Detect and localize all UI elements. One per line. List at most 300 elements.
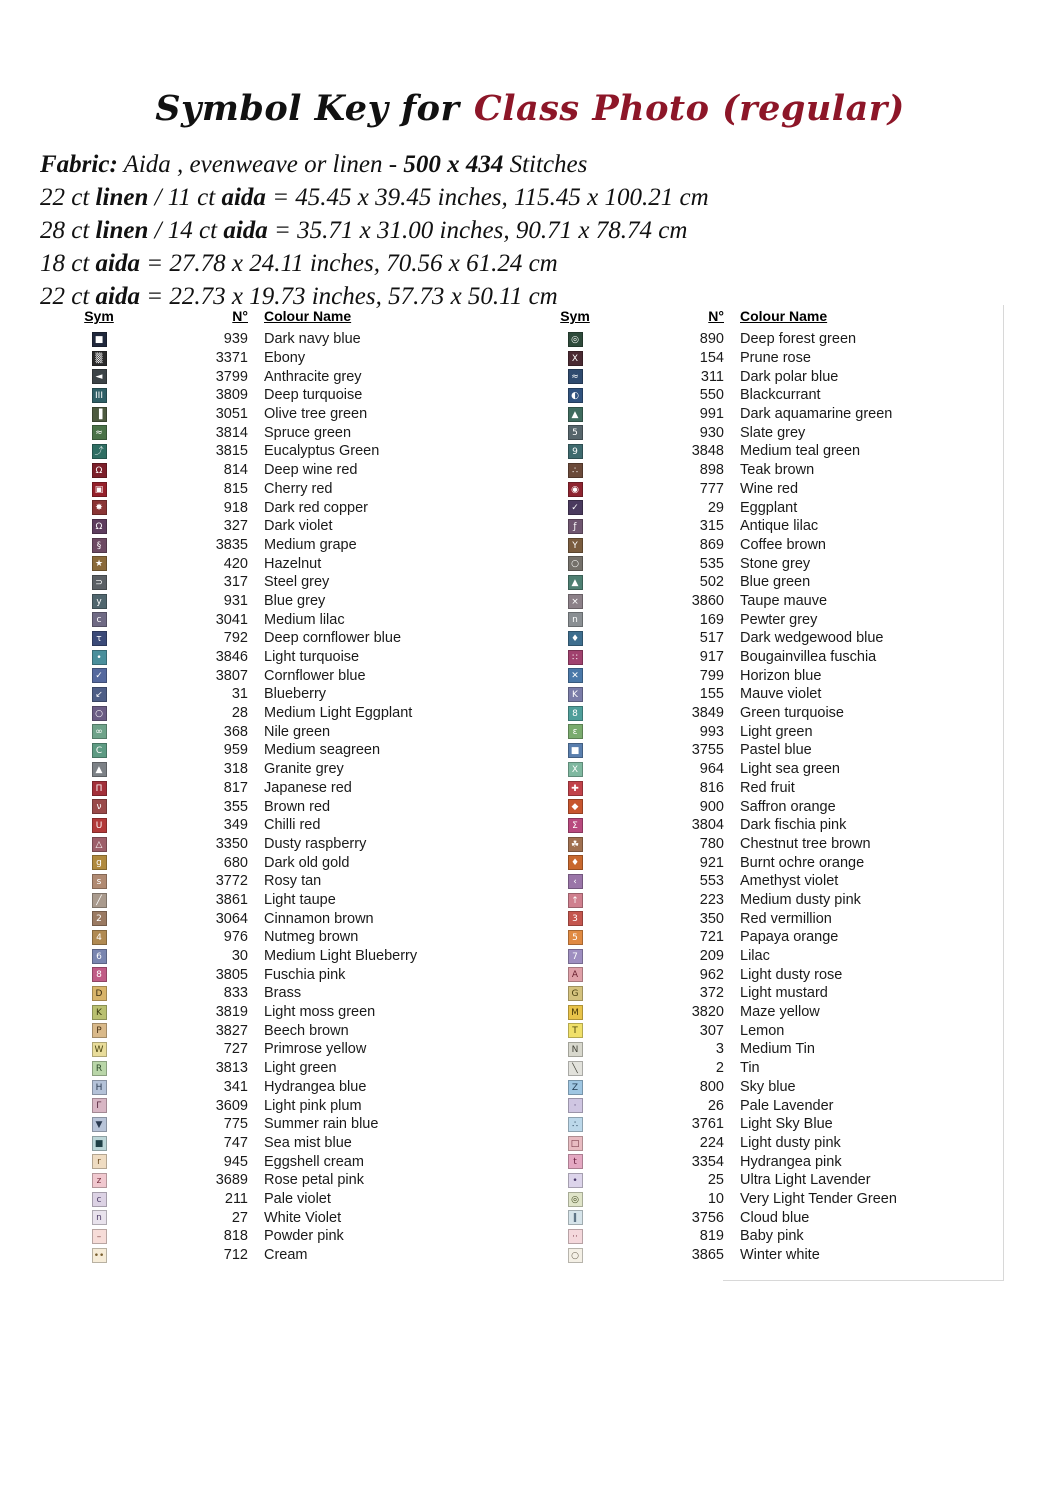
symbol-swatch-icon: τ — [92, 631, 107, 646]
colour-name: Eucalyptus Green — [264, 443, 380, 460]
colour-name: Deep wine red — [264, 462, 358, 479]
line3-fabric-b: aida — [223, 217, 268, 244]
colour-swatch-cell — [558, 685, 592, 704]
thread-number: 814 — [223, 462, 248, 479]
line2-dimensions: = 45.45 x 39.45 inches, 115.45 x 100.21 cm — [272, 184, 709, 211]
symbol-swatch-icon: Π — [92, 781, 107, 796]
thread-number: 721 — [699, 929, 724, 946]
colour-name: Japanese red — [264, 779, 352, 796]
colour-name: Light green — [264, 1060, 337, 1077]
table-row — [82, 423, 554, 442]
thread-number: 341 — [223, 1078, 248, 1095]
table-row — [558, 461, 1030, 480]
colour-swatch-cell — [82, 965, 116, 984]
symbol-swatch-icon: ★ — [92, 556, 107, 571]
thread-number: 209 — [699, 948, 724, 965]
symbol-swatch-icon: t — [568, 1154, 583, 1169]
colour-name: Steel grey — [264, 574, 330, 591]
table-row — [558, 1096, 1030, 1115]
colour-name: Dark red copper — [264, 499, 368, 516]
colour-swatch-cell — [558, 573, 592, 592]
table-row — [558, 1003, 1030, 1022]
colour-name: Light turquoise — [264, 649, 360, 666]
thread-number: 780 — [699, 835, 724, 852]
line2-count-b: / 11 ct — [154, 184, 216, 211]
symbol-swatch-icon: ▼ — [92, 1117, 107, 1132]
colour-swatch-cell — [558, 835, 592, 854]
symbol-swatch-icon: g — [92, 855, 107, 870]
colour-name: Mauve violet — [740, 686, 822, 703]
colour-name: Medium Tin — [740, 1041, 815, 1058]
symbol-swatch-icon: – — [92, 1229, 107, 1244]
colour-name: Primrose yellow — [264, 1041, 367, 1058]
colour-swatch-cell — [558, 1096, 592, 1115]
colour-name: Pale Lavender — [740, 1097, 834, 1114]
table-row — [82, 965, 554, 984]
table-row — [558, 984, 1030, 1003]
symbol-swatch-icon: G — [568, 986, 583, 1001]
symbol-swatch-icon: ✕ — [568, 668, 583, 683]
colour-name: Brown red — [264, 798, 331, 815]
colour-swatch-cell — [82, 480, 116, 499]
colour-name: Hydrangea blue — [264, 1078, 367, 1095]
table-row — [82, 1078, 554, 1097]
thread-number: 317 — [223, 574, 248, 591]
symbol-swatch-icon: ▐ — [92, 407, 107, 422]
symbol-swatch-icon: 5 — [568, 425, 583, 440]
colour-name: Amethyst violet — [740, 873, 839, 890]
colour-swatch-cell — [558, 1246, 592, 1265]
colour-swatch-cell — [558, 592, 592, 611]
table-row — [558, 666, 1030, 685]
colour-swatch-cell — [82, 517, 116, 536]
table-row — [558, 629, 1030, 648]
colour-name: Cream — [264, 1247, 308, 1264]
colour-name: Nile green — [264, 723, 331, 740]
colour-swatch-cell — [558, 386, 592, 405]
colour-swatch-cell — [82, 704, 116, 723]
colour-name: Spruce green — [264, 424, 352, 441]
symbol-swatch-icon: ■ — [92, 332, 107, 347]
thread-number: 26 — [707, 1097, 724, 1114]
symbol-swatch-icon: ✓ — [92, 668, 107, 683]
colour-swatch-cell — [82, 1208, 116, 1227]
line2-fabric-a: linen — [95, 184, 149, 211]
colour-name: Deep cornflower blue — [264, 630, 402, 647]
colour-name: Blue green — [740, 574, 811, 591]
thread-number: 3772 — [215, 873, 248, 890]
table-row — [558, 928, 1030, 947]
colour-swatch-cell — [558, 741, 592, 760]
symbol-swatch-icon: U — [92, 818, 107, 833]
table-row — [82, 592, 554, 611]
table-row — [82, 704, 554, 723]
colour-swatch-cell — [82, 797, 116, 816]
thread-number: 819 — [699, 1228, 724, 1245]
colour-name: Ultra Light Lavender — [740, 1172, 871, 1189]
colour-swatch-cell — [558, 330, 592, 349]
thread-number: 3819 — [215, 1004, 248, 1021]
table-row — [558, 704, 1030, 723]
thread-number: 712 — [223, 1247, 248, 1264]
thread-number: 315 — [699, 518, 724, 535]
colour-name: Medium dusty pink — [740, 891, 861, 908]
colour-name: Saffron orange — [740, 798, 836, 815]
colour-swatch-cell — [558, 928, 592, 947]
colour-name: Cornflower blue — [264, 667, 366, 684]
colour-swatch-cell — [82, 461, 116, 480]
symbol-swatch-icon: Y — [568, 538, 583, 553]
colour-name: Coffee brown — [740, 536, 826, 553]
table-row — [82, 629, 554, 648]
line4-count: 18 ct — [40, 250, 90, 277]
symbol-swatch-icon: III — [92, 388, 107, 403]
thread-number: 535 — [699, 555, 724, 572]
thread-number: 900 — [699, 798, 724, 815]
colour-swatch-cell — [558, 498, 592, 517]
symbol-swatch-icon: ╲ — [568, 1061, 583, 1076]
thread-number: 792 — [223, 630, 248, 647]
header-sym: Sym — [560, 308, 590, 324]
line5-dimensions: = 22.73 x 19.73 inches, 57.73 x 50.11 cm — [146, 283, 558, 310]
symbol-swatch-icon: ✓ — [568, 500, 583, 515]
colour-swatch-cell — [82, 573, 116, 592]
thread-number: 993 — [699, 723, 724, 740]
thread-number: 224 — [699, 1134, 724, 1151]
symbol-swatch-icon: ·· — [568, 1229, 583, 1244]
colour-name: Light dusty rose — [740, 966, 843, 983]
colour-swatch-cell — [82, 1078, 116, 1097]
symbol-swatch-icon: ◎ — [568, 1192, 583, 1207]
table-row — [558, 853, 1030, 872]
symbol-swatch-icon: ▲ — [92, 762, 107, 777]
symbol-swatch-icon: Ω — [92, 519, 107, 534]
colour-name: Sea mist blue — [264, 1134, 352, 1151]
table-header-row — [558, 308, 1030, 330]
table-row — [558, 816, 1030, 835]
symbol-table-left — [82, 308, 554, 1264]
colour-swatch-cell — [82, 330, 116, 349]
thread-number: 962 — [699, 966, 724, 983]
thread-number: 945 — [223, 1153, 248, 1170]
symbol-swatch-icon: Z — [568, 1080, 583, 1095]
line5-count: 22 ct — [40, 283, 90, 310]
colour-swatch-cell — [558, 909, 592, 928]
thread-number: 327 — [223, 518, 248, 535]
table-row — [82, 1190, 554, 1209]
colour-name: Brass — [264, 985, 302, 1002]
thread-number: 223 — [699, 891, 724, 908]
thread-number: 939 — [223, 331, 248, 348]
thread-number: 3354 — [691, 1153, 724, 1170]
fabric-line-4 — [40, 247, 1020, 280]
symbol-swatch-icon: M — [568, 1005, 583, 1020]
table-row — [558, 797, 1030, 816]
thread-number: 3814 — [215, 424, 248, 441]
thread-number: 976 — [223, 929, 248, 946]
colour-name: Eggplant — [740, 499, 798, 516]
colour-swatch-cell — [82, 349, 116, 368]
colour-swatch-cell — [558, 610, 592, 629]
symbol-swatch-icon: c — [92, 1192, 107, 1207]
table-row — [558, 965, 1030, 984]
thread-number: 833 — [223, 985, 248, 1002]
thread-number: 502 — [699, 574, 724, 591]
table-row — [82, 1059, 554, 1078]
colour-name: Medium seagreen — [264, 742, 381, 759]
table-row — [82, 480, 554, 499]
table-row — [558, 722, 1030, 741]
thread-number: 30 — [231, 948, 248, 965]
table-row — [558, 610, 1030, 629]
fabric-line-2 — [40, 181, 1020, 214]
thread-number: 3805 — [215, 966, 248, 983]
colour-swatch-cell — [82, 1171, 116, 1190]
table-header-row — [82, 308, 554, 330]
thread-number: 3371 — [215, 350, 248, 367]
symbol-swatch-icon: ∷ — [568, 650, 583, 665]
table-row — [558, 1152, 1030, 1171]
symbol-swatch-icon: c — [92, 612, 107, 627]
colour-name: Light moss green — [264, 1004, 376, 1021]
symbol-swatch-icon: ◆ — [568, 799, 583, 814]
symbol-swatch-icon: P — [92, 1023, 107, 1038]
colour-swatch-cell — [558, 648, 592, 667]
colour-swatch-cell — [82, 1190, 116, 1209]
table-row — [82, 1003, 554, 1022]
colour-name: Cinnamon brown — [264, 910, 374, 927]
symbol-swatch-icon: ♦ — [568, 631, 583, 646]
table-row — [82, 1152, 554, 1171]
table-row — [82, 984, 554, 1003]
table-row — [82, 685, 554, 704]
thread-number: 169 — [699, 611, 724, 628]
symbol-swatch-icon: △ — [92, 837, 107, 852]
colour-name: Cloud blue — [740, 1209, 810, 1226]
symbol-swatch-icon: K — [92, 1005, 107, 1020]
table-row — [82, 779, 554, 798]
table-row — [82, 1246, 554, 1265]
colour-name: Ebony — [264, 350, 306, 367]
table-row — [82, 1115, 554, 1134]
table-row — [82, 386, 554, 405]
symbol-swatch-icon: Г — [92, 1098, 107, 1113]
table-row — [558, 554, 1030, 573]
symbol-swatch-icon: ∴ — [568, 1117, 583, 1132]
thread-number: 3860 — [691, 592, 724, 609]
colour-name: Green turquoise — [740, 705, 844, 722]
symbol-swatch-icon: ◉ — [568, 482, 583, 497]
thread-number: 550 — [699, 387, 724, 404]
thread-number: 420 — [223, 555, 248, 572]
thread-number: 964 — [699, 761, 724, 778]
colour-swatch-cell — [558, 629, 592, 648]
line4-fabric: aida — [95, 250, 140, 277]
symbol-swatch-icon: C — [92, 743, 107, 758]
line2-fabric-b: aida — [221, 184, 266, 211]
colour-name: Tin — [740, 1060, 760, 1077]
thread-number: 3865 — [691, 1247, 724, 1264]
page-title-prefix: Symbol Key for — [155, 88, 460, 129]
table-row — [558, 760, 1030, 779]
table-row — [558, 741, 1030, 760]
thread-number: 3849 — [691, 705, 724, 722]
symbol-swatch-icon: ♦ — [568, 855, 583, 870]
colour-swatch-cell — [82, 816, 116, 835]
colour-swatch-cell — [82, 685, 116, 704]
line4-dimensions: = 27.78 x 24.11 inches, 70.56 x 61.24 cm — [146, 250, 558, 277]
symbol-swatch-icon: · — [568, 1098, 583, 1113]
table-row — [82, 330, 554, 349]
page-title — [0, 88, 1060, 129]
thread-number: 372 — [699, 985, 724, 1002]
colour-name: Maze yellow — [740, 1004, 820, 1021]
table-row — [558, 648, 1030, 667]
colour-name: Light taupe — [264, 891, 336, 908]
thread-number: 777 — [699, 480, 724, 497]
symbol-swatch-icon: n — [92, 1210, 107, 1225]
thread-number: 918 — [223, 499, 248, 516]
symbol-swatch-icon: 8 — [92, 967, 107, 982]
colour-name: Light Sky Blue — [740, 1116, 833, 1133]
colour-swatch-cell — [558, 704, 592, 723]
table-row — [558, 1171, 1030, 1190]
colour-swatch-cell — [82, 947, 116, 966]
colour-swatch-cell — [82, 928, 116, 947]
thread-number: 800 — [699, 1078, 724, 1095]
table-row — [82, 461, 554, 480]
colour-swatch-cell — [82, 779, 116, 798]
thread-number: 3689 — [215, 1172, 248, 1189]
table-row — [558, 349, 1030, 368]
colour-swatch-cell — [82, 1021, 116, 1040]
colour-name: Bougainvillea fuschia — [740, 649, 877, 666]
colour-swatch-cell — [82, 386, 116, 405]
table-row — [82, 1171, 554, 1190]
colour-name: Light sea green — [740, 761, 840, 778]
table-row — [82, 1021, 554, 1040]
header-sym: Sym — [84, 308, 114, 324]
symbol-swatch-icon: ○ — [568, 556, 583, 571]
thread-number: 368 — [223, 723, 248, 740]
table-row — [558, 330, 1030, 349]
colour-name: Deep turquoise — [264, 387, 363, 404]
symbol-swatch-icon: ■ — [568, 743, 583, 758]
page-border-horizontal — [723, 1280, 1004, 1281]
table-row — [558, 891, 1030, 910]
thread-number: 917 — [699, 649, 724, 666]
colour-name: Deep forest green — [740, 331, 857, 348]
thread-number: 3809 — [215, 387, 248, 404]
colour-name: Chestnut tree brown — [740, 835, 871, 852]
colour-name: Very Light Tender Green — [740, 1190, 897, 1207]
colour-name: Teak brown — [740, 462, 815, 479]
colour-name: Prune rose — [740, 350, 811, 367]
thread-number: 28 — [231, 705, 248, 722]
colour-swatch-cell — [558, 1227, 592, 1246]
colour-name: Dusty raspberry — [264, 835, 367, 852]
table-row — [558, 947, 1030, 966]
colour-swatch-cell — [558, 797, 592, 816]
colour-swatch-cell — [558, 554, 592, 573]
colour-name: Medium teal green — [740, 443, 861, 460]
colour-swatch-cell — [82, 442, 116, 461]
thread-number: 31 — [231, 686, 248, 703]
colour-name: Summer rain blue — [264, 1116, 379, 1133]
colour-swatch-cell — [82, 554, 116, 573]
colour-swatch-cell — [558, 423, 592, 442]
thread-number: 991 — [699, 406, 724, 423]
colour-name: Medium Light Eggplant — [264, 705, 413, 722]
colour-name: Blackcurrant — [740, 387, 821, 404]
fabric-line-1 — [40, 148, 1020, 181]
symbol-swatch-icon: • — [92, 650, 107, 665]
table-row — [558, 835, 1030, 854]
table-row — [558, 442, 1030, 461]
table-row — [558, 1208, 1030, 1227]
thread-number: 3846 — [215, 649, 248, 666]
table-row — [82, 797, 554, 816]
thread-number: 680 — [223, 854, 248, 871]
table-row — [558, 1059, 1030, 1078]
colour-name: Beech brown — [264, 1022, 349, 1039]
thread-number: 816 — [699, 779, 724, 796]
table-row — [558, 498, 1030, 517]
table-row — [82, 909, 554, 928]
symbol-swatch-icon: ‹ — [568, 874, 583, 889]
colour-name: Red vermillion — [740, 910, 832, 927]
table-row — [558, 386, 1030, 405]
thread-number: 517 — [699, 630, 724, 647]
colour-swatch-cell — [82, 835, 116, 854]
thread-number: 890 — [699, 331, 724, 348]
symbol-swatch-icon: Σ — [568, 818, 583, 833]
symbol-swatch-icon: A — [568, 967, 583, 982]
symbol-swatch-icon: ↑ — [568, 893, 583, 908]
colour-name: Stone grey — [740, 555, 811, 572]
colour-name: Light mustard — [740, 985, 828, 1002]
fabric-info-block — [40, 148, 1020, 313]
header-number: N° — [708, 308, 724, 324]
colour-swatch-cell — [82, 610, 116, 629]
symbol-swatch-icon: H — [92, 1080, 107, 1095]
colour-name: Powder pink — [264, 1228, 344, 1245]
table-row — [558, 685, 1030, 704]
thread-number: 3755 — [691, 742, 724, 759]
symbol-swatch-icon: ⤴ — [92, 444, 107, 459]
symbol-swatch-icon: ▲ — [568, 407, 583, 422]
thread-number: 818 — [223, 1228, 248, 1245]
header-number: N° — [232, 308, 248, 324]
thread-number: 3815 — [215, 443, 248, 460]
colour-name: Cherry red — [264, 480, 333, 497]
thread-number: 155 — [699, 686, 724, 703]
symbol-swatch-icon: ⊃ — [92, 575, 107, 590]
fabric-line-3 — [40, 214, 1020, 247]
thread-number: 355 — [223, 798, 248, 815]
colour-name: Chilli red — [264, 817, 321, 834]
colour-swatch-cell — [82, 1152, 116, 1171]
colour-name: Blue grey — [264, 592, 326, 609]
symbol-table-right — [558, 308, 1030, 1264]
thread-number: 727 — [223, 1041, 248, 1058]
symbol-swatch-icon: ‖ — [568, 1210, 583, 1225]
symbol-swatch-icon: K — [568, 687, 583, 702]
colour-name: Pastel blue — [740, 742, 812, 759]
colour-swatch-cell — [558, 1040, 592, 1059]
thread-number: 775 — [223, 1116, 248, 1133]
colour-name: Medium lilac — [264, 611, 345, 628]
